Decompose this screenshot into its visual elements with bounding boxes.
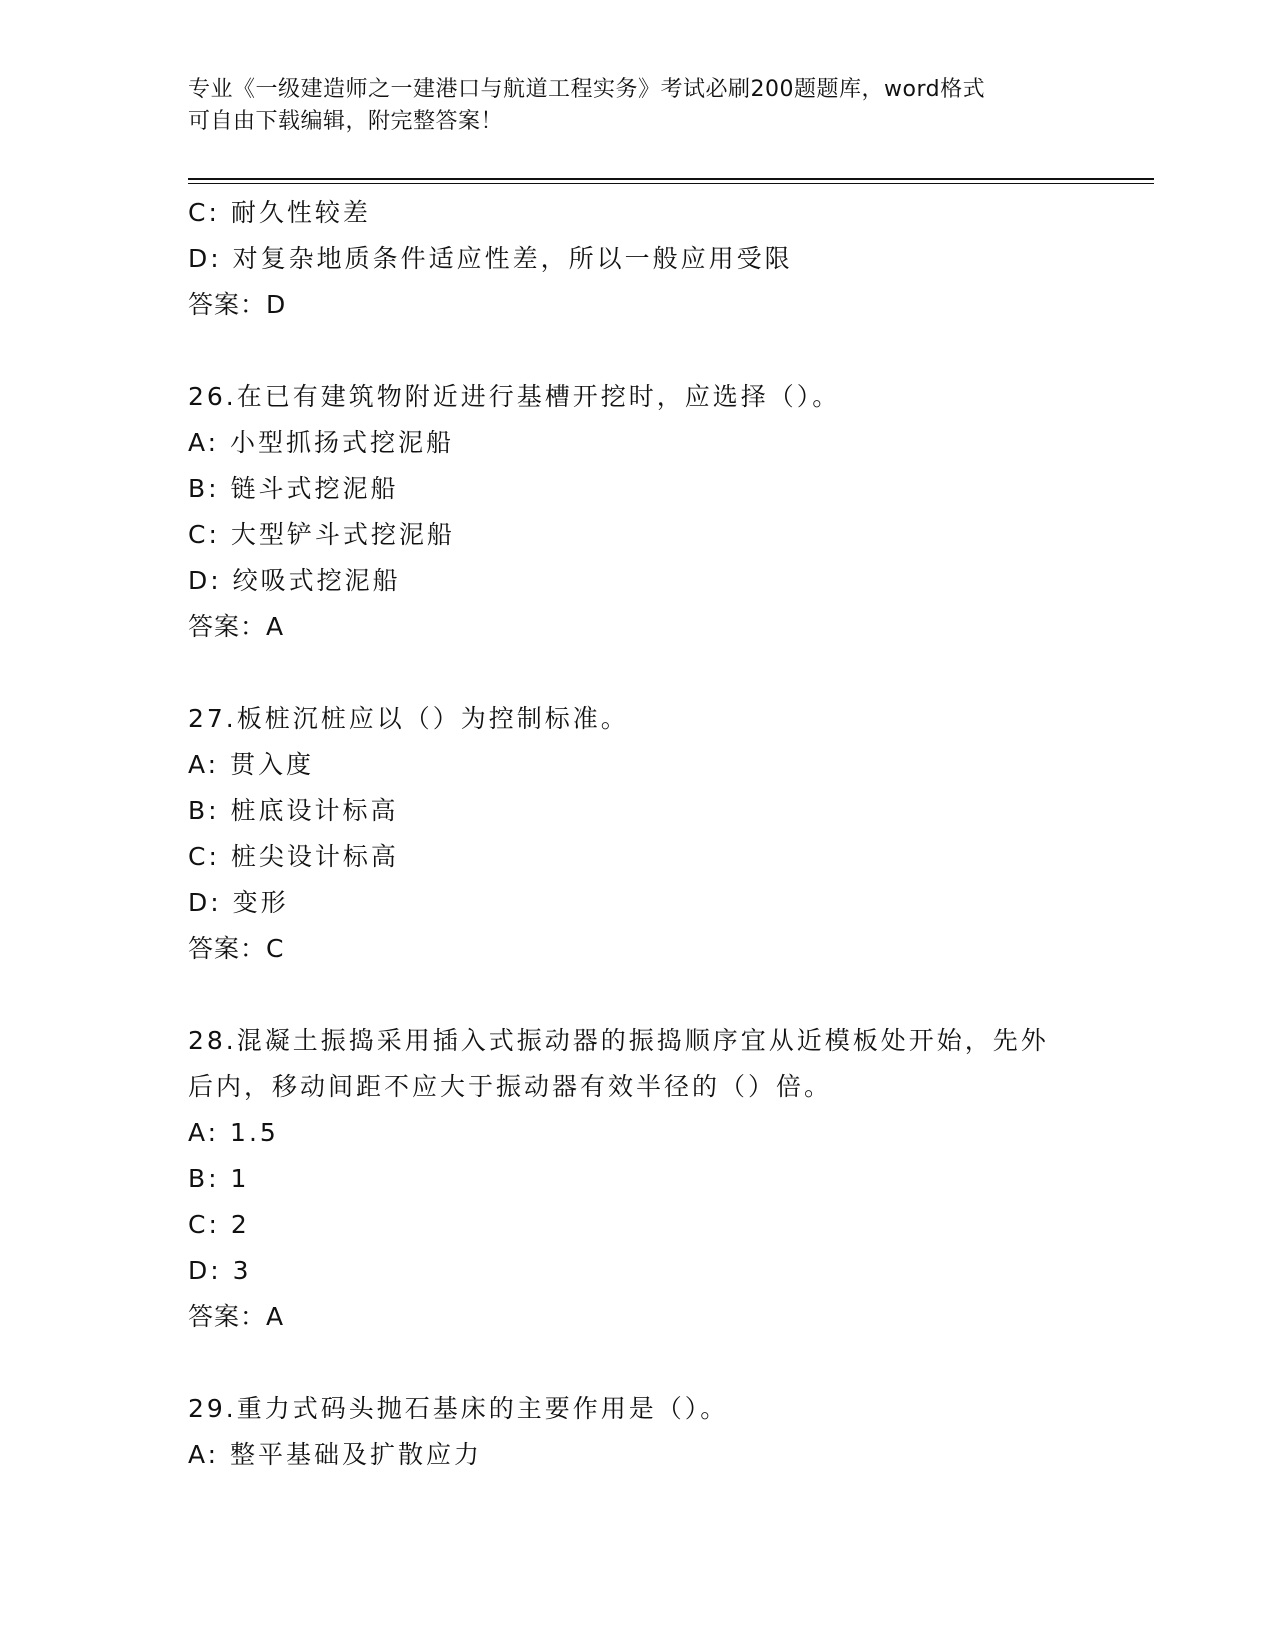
option-a: A: 整平基础及扩散应力: [188, 1440, 483, 1469]
option-c: C: 2: [188, 1210, 250, 1239]
question-25-continued: [188, 190, 1088, 328]
option-d: D: 变形: [188, 888, 289, 917]
answer: 答案：A: [188, 1302, 285, 1331]
option-a: A: 贯入度: [188, 750, 315, 779]
option-c: C: 桩尖设计标高: [188, 842, 399, 871]
question-28: [188, 1018, 1088, 1340]
spacer: [188, 650, 1088, 696]
header-title-line-1: 专业《一级建造师之一建港口与航道工程实务》考试必刷200题题库，word格式: [188, 77, 986, 102]
option-d: D: 绞吸式挖泥船: [188, 566, 401, 595]
answer: 答案：A: [188, 612, 285, 641]
option-d: D: 3: [188, 1256, 252, 1285]
question-27: [188, 696, 1088, 972]
question-29: [188, 1386, 1088, 1478]
option-d: D: 对复杂地质条件适应性差，所以一般应用受限: [188, 244, 793, 273]
question-list: [188, 190, 1088, 1478]
question-stem-line-2: 后内，移动间距不应大于振动器有效半径的（）倍。: [188, 1072, 833, 1101]
spacer: [188, 1340, 1088, 1386]
page-header: [188, 74, 1068, 138]
option-a: A: 小型抓扬式挖泥船: [188, 428, 455, 457]
option-a: A: 1.5: [188, 1118, 279, 1147]
header-divider-thin: [188, 183, 1154, 184]
answer: 答案：D: [188, 290, 287, 319]
spacer: [188, 972, 1088, 1018]
question-stem: 26.在已有建筑物附近进行基槽开挖时，应选择（）。: [188, 382, 841, 411]
question-stem-line-1: 28.混凝土振捣采用插入式振动器的振捣顺序宜从近模板处开始，先外: [188, 1026, 1049, 1055]
spacer: [188, 328, 1088, 374]
option-b: B: 桩底设计标高: [188, 796, 399, 825]
question-stem: 27.板桩沉桩应以（）为控制标准。: [188, 704, 629, 733]
option-c: C: 大型铲斗式挖泥船: [188, 520, 455, 549]
option-b: B: 链斗式挖泥船: [188, 474, 399, 503]
answer: 答案：C: [188, 934, 285, 963]
header-title-line-2: 可自由下载编辑，附完整答案！: [188, 109, 504, 134]
option-b: B: 1: [188, 1164, 250, 1193]
question-26: [188, 374, 1088, 650]
option-c: C: 耐久性较差: [188, 198, 371, 227]
header-divider-thick: [188, 178, 1154, 180]
question-stem: 29.重力式码头抛石基床的主要作用是（）。: [188, 1394, 729, 1423]
